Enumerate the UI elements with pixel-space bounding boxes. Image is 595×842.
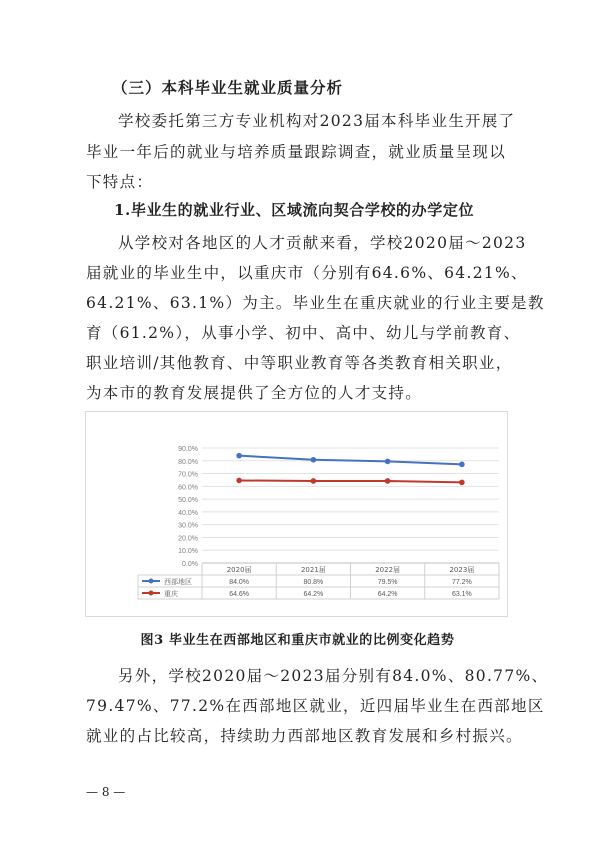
y-tick-label: 40.0% [178, 509, 198, 517]
y-tick-label: 50.0% [178, 497, 198, 505]
figure-caption: 图3 毕业生在西部地区和重庆市就业的比例变化趋势 [140, 633, 455, 648]
data-value-label: 63.1% [451, 591, 472, 598]
data-point [385, 478, 391, 484]
x-category-label: 2021届 [300, 566, 326, 574]
x-category-label: 2022届 [375, 566, 401, 574]
legend-marker [149, 591, 154, 596]
section-heading: （三）本科毕业生就业质量分析 [112, 78, 344, 97]
data-point [385, 459, 391, 465]
subheading: 1.毕业生的就业行业、区域流向契合学校的办学定位 [114, 201, 475, 219]
data-point [236, 478, 242, 484]
series-line [239, 480, 462, 482]
paragraph-line: 届就业的毕业生中，以重庆市（分别有64.6%、64.21%、 [86, 264, 528, 282]
y-tick-label: 70.0% [178, 471, 198, 479]
y-tick-label: 0.0% [182, 561, 198, 568]
paragraph-line: 育（61.2%），从事小学、初中、高中、幼儿与学前教育、 [86, 324, 521, 342]
y-tick-label: 30.0% [178, 522, 198, 530]
x-category-label: 2020届 [226, 566, 252, 574]
chart-canvas [86, 412, 507, 616]
paragraph-line: 79.47%、77.2%在西部地区就业，近四届毕业生在西部地区 [86, 697, 545, 715]
data-value-label: 77.2% [451, 579, 472, 586]
data-value-label: 64.2% [377, 591, 398, 598]
y-tick-label: 80.0% [178, 458, 198, 466]
data-point [459, 462, 465, 468]
paragraph-line: 就业的占比较高，持续助力西部地区教育发展和乡村振兴。 [86, 727, 523, 745]
data-point [311, 478, 317, 484]
data-value-label: 64.6% [229, 591, 250, 598]
paragraph-line: 下特点： [86, 173, 154, 191]
data-point [459, 480, 465, 486]
data-value-label: 79.5% [377, 579, 398, 586]
paragraph-line: 学校委托第三方专业机构对2023届本科毕业生开展了 [118, 112, 516, 130]
y-tick-label: 20.0% [178, 535, 198, 543]
y-tick-label: 90.0% [178, 446, 198, 453]
y-tick-label: 10.0% [178, 548, 198, 556]
page-number: — 8 — [86, 785, 126, 799]
x-category-label: 2023届 [449, 566, 475, 574]
paragraph-line: 64.21%、63.1%）为主。毕业生在重庆就业的行业主要是教 [86, 294, 545, 312]
paragraph-line: 另外，学校2020届～2023届分别有84.0%、80.77%、 [118, 667, 549, 685]
data-value-label: 84.0% [229, 579, 250, 586]
data-point [236, 453, 242, 459]
series-line [239, 456, 462, 465]
paragraph-line: 从学校对各地区的人才贡献来看，学校2020届～2023 [118, 234, 527, 252]
paragraph-line: 毕业一年后的就业与培养质量跟踪调查，就业质量呈现以 [86, 143, 507, 161]
data-value-label: 80.8% [303, 579, 324, 586]
line-chart [85, 411, 508, 617]
paragraph-line: 为本市的教育发展提供了全方位的人才支持。 [86, 384, 423, 402]
legend-label: 西部地区 [164, 578, 192, 586]
legend-label: 重庆 [164, 590, 178, 598]
data-point [311, 457, 317, 463]
legend-marker [149, 579, 154, 584]
data-value-label: 64.2% [303, 591, 324, 598]
paragraph-line: 职业培训/其他教育、中等职业教育等各类教育相关职业， [86, 354, 513, 372]
y-tick-label: 60.0% [178, 484, 198, 492]
